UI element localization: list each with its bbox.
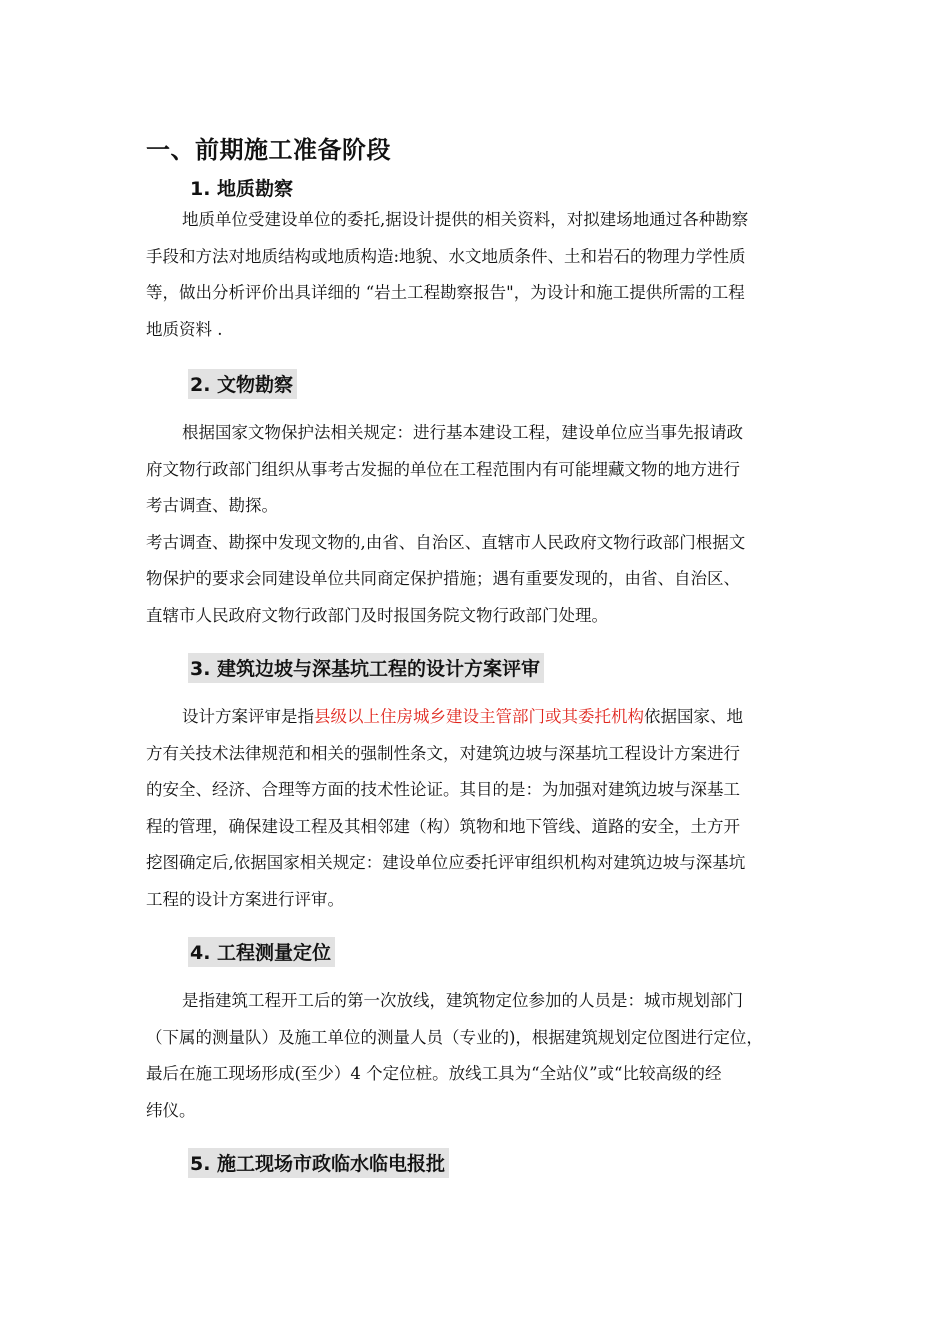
section-heading-survey-positioning: 4. 工程测量定位 — [188, 937, 335, 967]
text-line: 等，做出分析评价出具详细的 “岩土工程勘察报告"，为设计和施工提供所需的工程 — [146, 283, 745, 302]
text-line: （下属的测量队）及施工单位的测量人员（专业的)，根据建筑规划定位图进行定位， — [146, 1027, 763, 1047]
text-line: 的安全、经济、合理等方面的技术性论证。其目的是：为加强对建筑边坡与深基工 — [146, 780, 740, 799]
text-line: 考古调查、勘探。 — [146, 496, 278, 515]
paragraph-cultural-relics-survey — [146, 415, 846, 634]
text-line: 手段和方法对地质结构或地质构造:地貌、水文地质条件、土和岩石的物理力学性质 — [146, 246, 746, 266]
text-line: 地质资料 . — [146, 319, 223, 339]
text-line: 考古调查、勘探中发现文物的,由省、自治区、直辖市人民政府文物行政部门根据文 — [146, 532, 746, 552]
section-heading-cultural-relics-survey: 2. 文物勘察 — [188, 369, 297, 399]
chapter-title: 一、前期施工准备阶段 — [146, 136, 391, 164]
section-heading-geological-survey: 1. 地质勘察 — [190, 178, 294, 200]
text-line: 地质单位受建设单位的委托,据设计提供的相关资料，对拟建场地通过各种勘察 — [182, 210, 749, 229]
paragraph-slope-pit-design-review — [146, 699, 846, 918]
text-line: 最后在施工现场形成(至少）4 个定位桩。放线工具为“全站仪”或“比较高级的经 — [146, 1064, 722, 1083]
section-heading-temporary-water-power: 5. 施工现场市政临水临电报批 — [188, 1148, 449, 1178]
text-line: 是指建筑工程开工后的第一次放线，建筑物定位参加的人员是：城市规划部门 — [182, 991, 743, 1010]
paragraph-geological-survey — [146, 202, 846, 348]
text-line: 程的管理，确保建设工程及其相邻建（构）筑物和地下管线、道路的安全，土方开 — [146, 816, 740, 836]
text-run: 依据国家、地 — [644, 707, 743, 726]
text-line: 直辖市人民政府文物行政部门及时报国务院文物行政部门处理。 — [146, 605, 608, 625]
text-line: 工程的设计方案进行评审。 — [146, 889, 344, 909]
section-heading-slope-pit-design-review: 3. 建筑边坡与深基坑工程的设计方案评审 — [188, 653, 544, 683]
highlighted-text-authority: 县级以上住房城乡建设主管部门或其委托机构 — [314, 707, 644, 726]
text-line: 挖图确定后,依据国家相关规定：建设单位应委托评审组织机构对建筑边坡与深基坑 — [146, 853, 746, 872]
text-run: 设计方案评审是指 — [182, 707, 314, 726]
paragraph-survey-positioning — [146, 983, 846, 1129]
text-line — [146, 699, 846, 736]
text-line: 物保护的要求会同建设单位共同商定保护措施；遇有重要发现的，由省、自治区、 — [146, 569, 740, 588]
text-line: 纬仪。 — [146, 1100, 196, 1120]
text-line: 府文物行政部门组织从事考古发掘的单位在工程范围内有可能埋藏文物的地方进行 — [146, 459, 740, 479]
text-line: 方有关技术法律规范和相关的强制性条文，对建筑边坡与深基坑工程设计方案进行 — [146, 743, 740, 763]
text-line: 根据国家文物保护法相关规定：进行基本建设工程，建设单位应当事先报请政 — [182, 423, 743, 442]
